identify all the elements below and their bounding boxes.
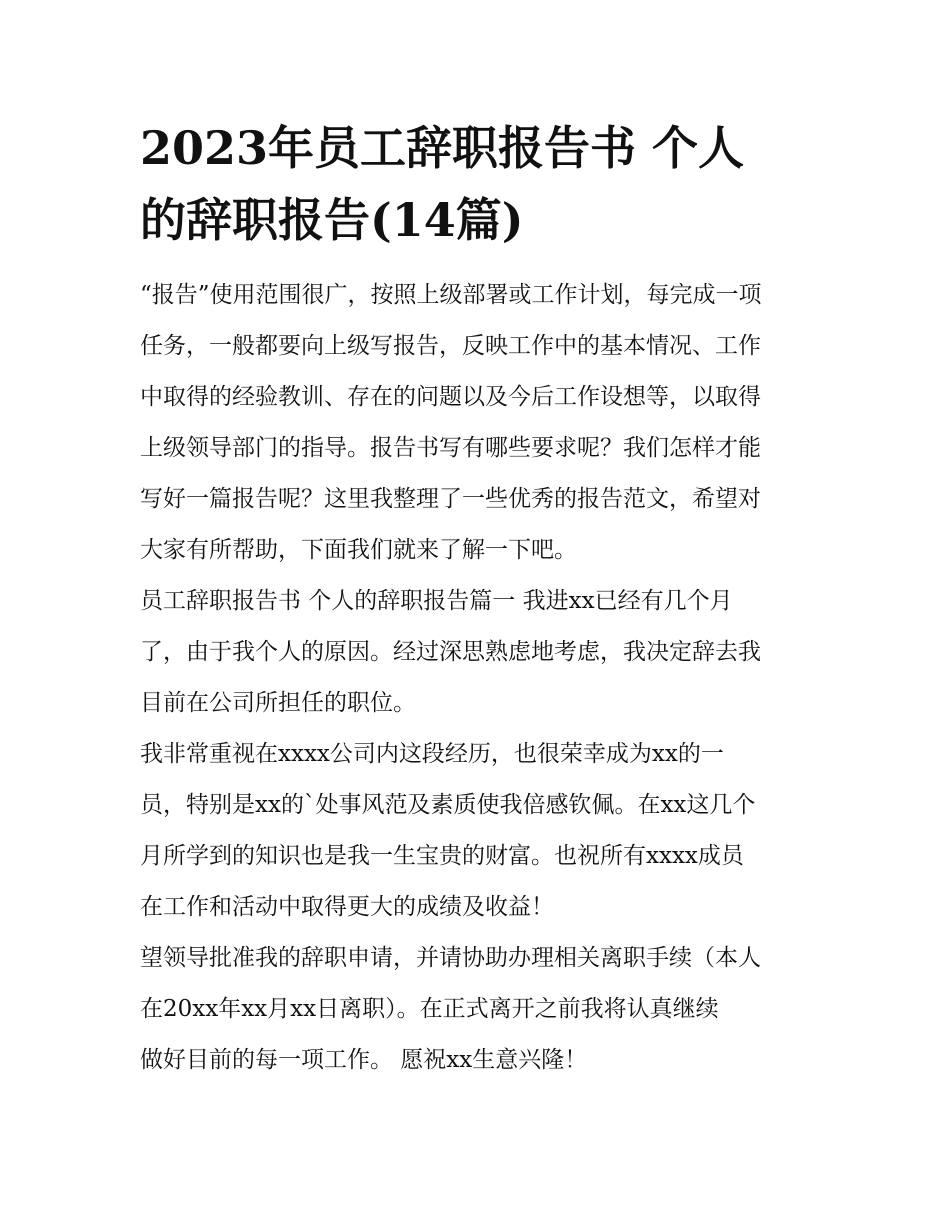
- text-line: 做好目前的每一项工作。 愿祝xx生意兴隆！: [140, 1047, 588, 1073]
- paragraph-section-one: [140, 576, 820, 729]
- text-line: “报告”使用范围很广，按照上级部署或工作计划，每完成一项: [140, 282, 762, 308]
- paragraph-experience: [140, 729, 820, 933]
- text-line: 大家有所帮助，下面我们就来了解一下吧。: [140, 537, 577, 563]
- title-line: 的辞职报告(14篇): [140, 193, 524, 247]
- document-content: [140, 112, 820, 1086]
- text-line: 中取得的经验教训、存在的问题以及今后工作设想等，以取得: [140, 384, 761, 410]
- paragraph-intro: [140, 270, 820, 576]
- title-line: 2023年员工辞职报告书 个人: [140, 121, 745, 175]
- document-title: [140, 112, 820, 256]
- text-line: 月所学到的知识也是我一生宝贵的财富。也祝所有xxxx成员: [140, 843, 744, 869]
- text-line: 上级领导部门的指导。报告书写有哪些要求呢？我们怎样才能: [140, 435, 761, 461]
- document-body: [140, 270, 820, 1086]
- paragraph-request: [140, 933, 820, 1086]
- text-line: 我非常重视在xxxx公司内这段经历，也很荣幸成为xx的一: [140, 741, 724, 767]
- text-line: 在工作和活动中取得更大的成绩及收益！: [140, 894, 554, 920]
- text-line: 员，特别是xx的`处事风范及素质使我倍感钦佩。在xx这几个: [140, 792, 756, 818]
- text-line: 写好一篇报告呢？这里我整理了一些优秀的报告范文，希望对: [140, 486, 761, 512]
- text-line: 目前在公司所担任的职位。: [140, 690, 416, 716]
- text-line: 望领导批准我的辞职申请，并请协助办理相关离职手续（本人: [140, 945, 761, 971]
- text-line: 在20xx年xx月xx日离职）。在正式离开之前我将认真继续: [140, 996, 719, 1022]
- text-line: 任务，一般都要向上级写报告，反映工作中的基本情况、工作: [140, 333, 761, 359]
- text-line: 员工辞职报告书 个人的辞职报告篇一 我进xx已经有几个月: [140, 588, 733, 614]
- text-line: 了，由于我个人的原因。经过深思熟虑地考虑，我决定辞去我: [140, 639, 761, 665]
